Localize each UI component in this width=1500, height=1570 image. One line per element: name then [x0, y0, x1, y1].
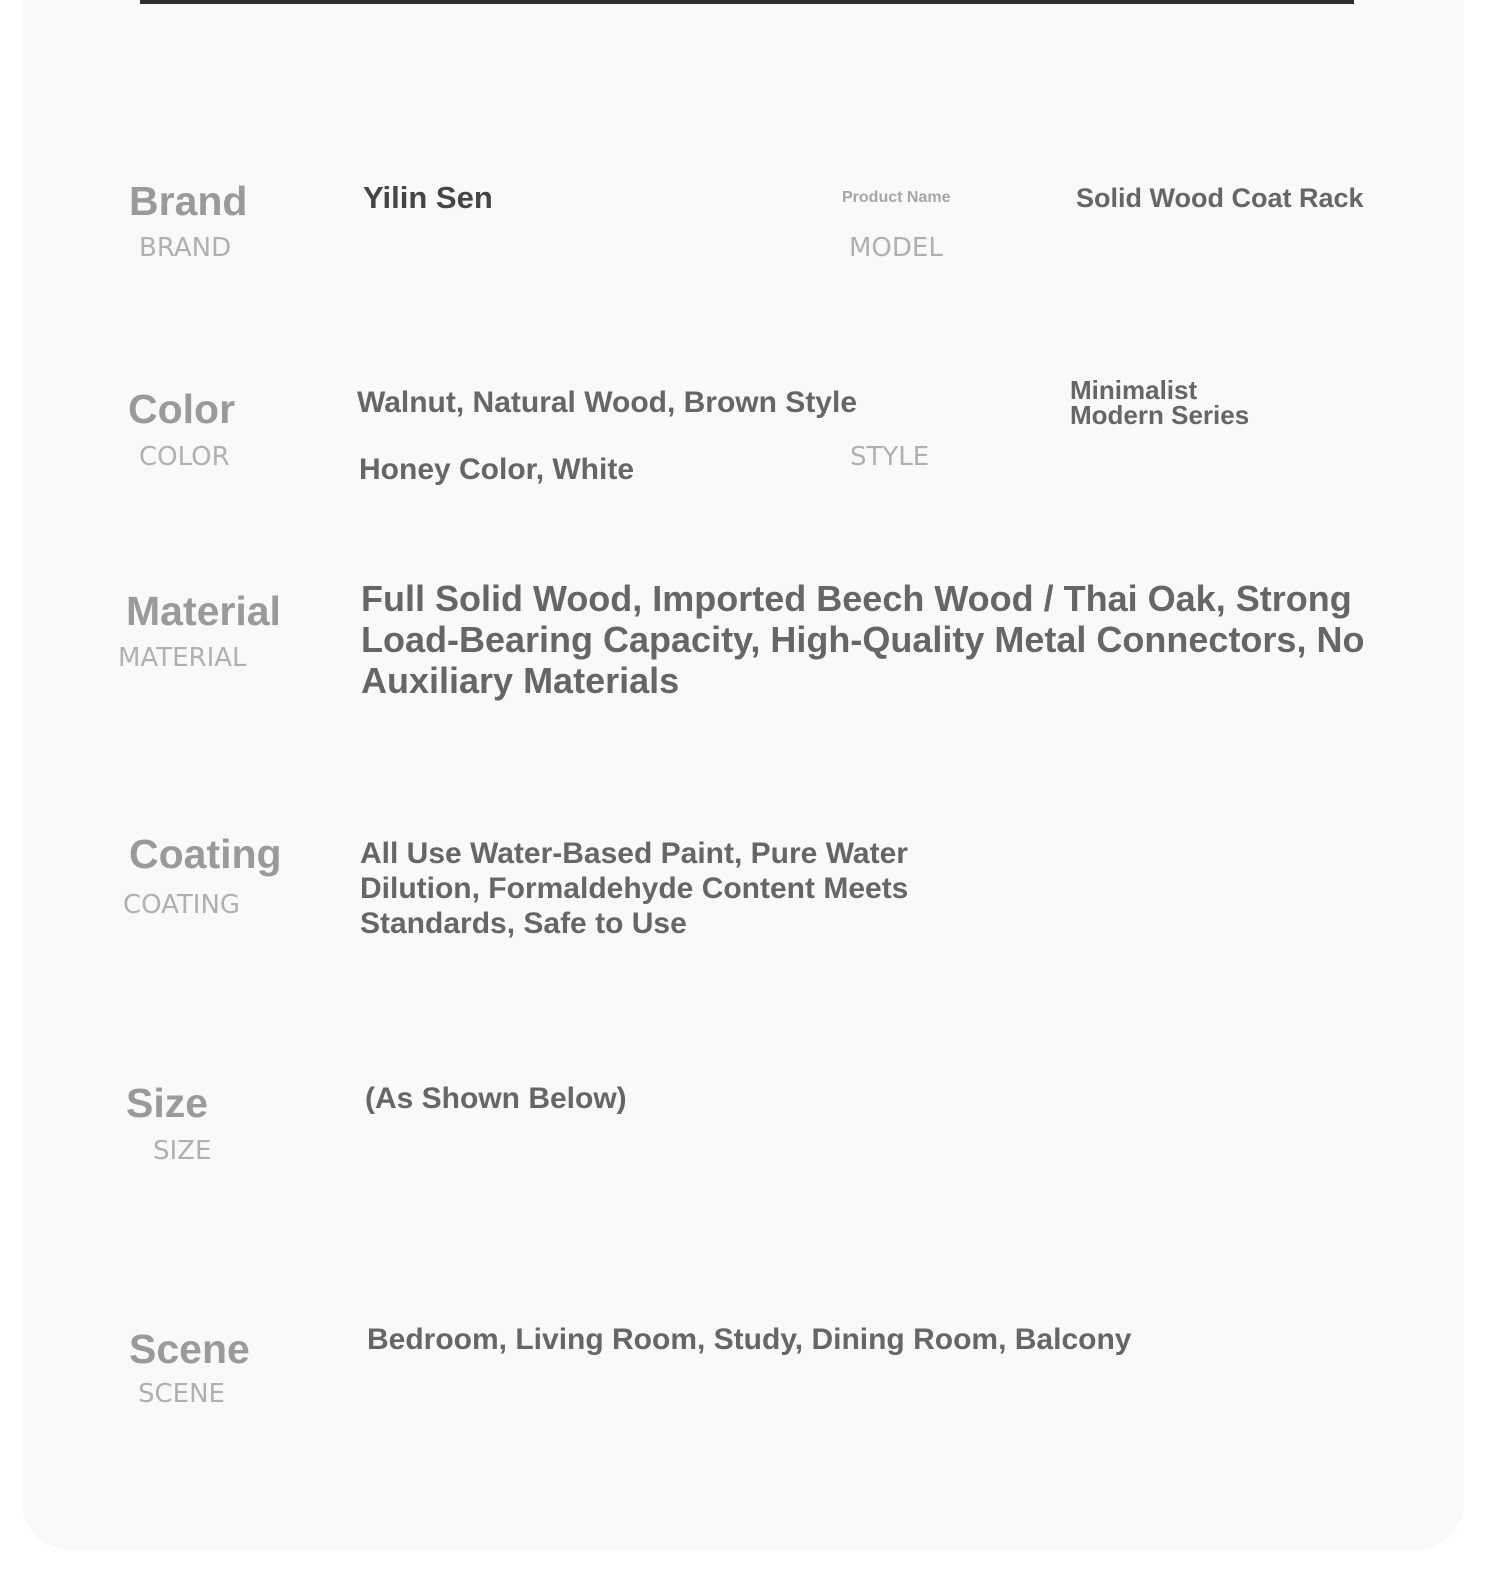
spec-card	[22, 0, 1464, 1550]
scene-value: Bedroom, Living Room, Study, Dining Room, Balcony	[367, 1323, 1132, 1356]
size-sublabel: SIZE	[153, 1136, 212, 1166]
material-value: Full Solid Wood, Imported Beech Wood / Thai Oak, Strong Load-Bearing Capacity, High-Quality Metal Connectors, No Auxiliary Materials	[361, 578, 1365, 701]
size-value: (As Shown Below)	[365, 1082, 627, 1115]
scene-sublabel: SCENE	[138, 1379, 225, 1409]
brand-sublabel: BRAND	[139, 233, 232, 263]
color-value-line2: Honey Color, White	[359, 453, 635, 486]
product-name-sublabel: MODEL	[849, 233, 943, 263]
material-label: Material	[126, 588, 281, 634]
size-label: Size	[126, 1080, 209, 1126]
brand-value: Yilin Sen	[363, 180, 493, 215]
scene-label: Scene	[129, 1326, 250, 1372]
material-sublabel: MATERIAL	[118, 643, 247, 673]
brand-label: Brand	[129, 178, 248, 224]
product-name-value: Solid Wood Coat Rack	[1076, 183, 1364, 213]
top-divider	[140, 0, 1354, 4]
style-value-line1: Minimalist	[1070, 375, 1198, 405]
style-sublabel: STYLE	[850, 442, 930, 472]
style-value-line2: Modern Series	[1070, 400, 1250, 430]
product-name-label: Product Name	[842, 189, 951, 206]
coating-value: All Use Water-Based Paint, Pure Water Dilution, Formaldehyde Content Meets Standards, Safe to Use	[360, 837, 909, 940]
color-value-line1: Walnut, Natural Wood, Brown Style	[357, 386, 858, 419]
coating-sublabel: COATING	[123, 890, 241, 920]
color-sublabel: COLOR	[139, 442, 230, 472]
color-label: Color	[128, 386, 236, 432]
coating-label: Coating	[129, 831, 282, 877]
